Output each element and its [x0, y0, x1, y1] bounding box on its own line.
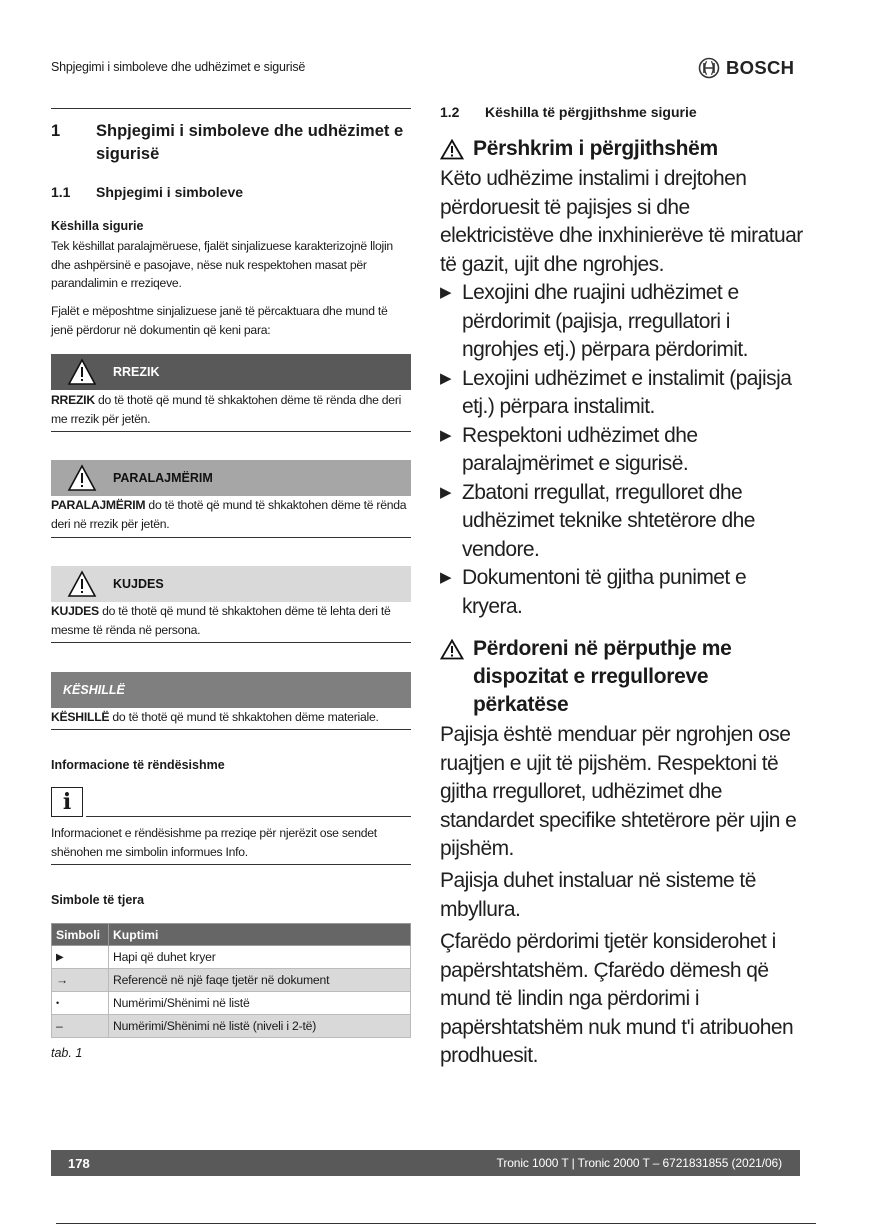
section-title: Këshilla të përgjithshme sigurie: [485, 104, 697, 120]
caution-label-bar: [51, 566, 411, 602]
notice-description: [51, 708, 411, 727]
bosch-armature-icon: [698, 57, 720, 79]
notice-term: KËSHILLË: [51, 710, 110, 724]
step-arrow-icon: ▶: [440, 284, 451, 301]
warning-term: PARALAJMËRIM: [51, 498, 146, 512]
divider: [51, 108, 411, 109]
warning-text: do të thotë që mund të shkaktohen dëme të rënda deri në rrezik për jetën.: [51, 498, 407, 531]
table-caption: tab. 1: [51, 1046, 83, 1060]
step-arrow-icon: ▶: [440, 369, 451, 387]
list-item-text: Dokumentoni të gjitha punimet e kryera.: [462, 566, 747, 618]
caution-label: KUJDES: [113, 577, 164, 591]
warning-triangle-icon: [440, 135, 473, 168]
danger-label: RREZIK: [113, 365, 160, 379]
bosch-logo: [698, 56, 794, 80]
divider: [56, 1223, 816, 1224]
divider: [51, 537, 411, 538]
divider: [51, 431, 411, 432]
divider: [86, 816, 411, 817]
intended-use-paragraph-1: Pajisja është menduar për ngrohjen ose ruajtjen e ujit të pijshëm. Respektoni të gjitha rregulloret, udhëzimet dhe standardet specifike shtetërore për ujin e pijshëm.: [440, 723, 797, 860]
section-number: 1: [51, 122, 61, 140]
warning-triangle-icon: [440, 635, 473, 719]
warning-triangle-icon: [51, 464, 113, 492]
caution-text: do të thotë që mund të shkaktohen dëme të lehta deri të mesme të rënda në persona.: [51, 604, 391, 637]
notice-label-bar: [51, 672, 411, 708]
table-row: [52, 969, 411, 992]
intended-use-paragraph-2: Pajisja duhet instaluar në sisteme të mbyllura.: [440, 869, 756, 921]
info-description: Informacionet e rëndësishme pa rreziqe për njerëzit ose sendet shënohen me simbolin informues Info.: [51, 826, 377, 859]
list-item: [440, 279, 805, 365]
running-header-title: Shpjegimi i simboleve dhe udhëzimet e sigurisë: [51, 60, 306, 74]
list-item-text: Lexojini dhe ruajini udhëzimet e përdorimit (pajisja, rregullatori i ngrohjes etj.) përpara përdorimit.: [462, 281, 748, 361]
safety-heading: Këshilla sigurie: [51, 219, 144, 233]
info-icon: i: [51, 787, 83, 817]
general-description-heading: [440, 135, 805, 168]
caution-term: KUJDES: [51, 604, 99, 618]
list-item-text: Lexojini udhëzimet e instalimit (pajisja etj.) përpara instalimit.: [462, 366, 792, 418]
danger-term: RREZIK: [51, 393, 95, 407]
page-number: 178: [68, 1155, 90, 1171]
warning-triangle-icon: [51, 358, 113, 386]
list-item-text: Zbatoni rregullat, rregulloret dhe udhëzimet teknike shtetërore dhe vendore.: [462, 480, 755, 561]
section-title: Shpjegimi i simboleve: [96, 184, 244, 200]
danger-text: do të thotë që mund të shkaktohen dëme të rënda dhe deri me rrezik për jetën.: [51, 393, 402, 426]
general-description-list: [440, 279, 805, 621]
section-heading-1: [51, 120, 411, 166]
list-item: [440, 422, 805, 479]
step-arrow-icon: ▶: [440, 483, 451, 501]
notice-text: do të thotë që mund të shkaktohen dëme materiale.: [109, 710, 379, 724]
meaning-cell: Referencë në një faqe tjetër në dokument: [109, 969, 411, 992]
table-header-row: [52, 924, 411, 946]
heading-text: Përshkrim i përgjithshëm: [473, 137, 718, 160]
section-number: 1.2: [440, 104, 460, 120]
section-heading-1-1: [51, 184, 411, 200]
brand-name: BOSCH: [726, 57, 795, 78]
column-header: Simboli: [52, 924, 109, 946]
list-item: [440, 479, 805, 565]
warning-description: [51, 496, 411, 533]
table-row: [52, 1015, 411, 1038]
column-header: Kuptimi: [109, 924, 411, 946]
table-row: [52, 946, 411, 969]
divider: [51, 729, 411, 730]
step-arrow-icon: ▶: [440, 426, 451, 444]
danger-label-bar: [51, 354, 411, 390]
danger-description: [51, 391, 411, 428]
divider: [51, 864, 411, 865]
list-item: [440, 564, 805, 621]
symbol-cell: •: [52, 992, 109, 1015]
safety-paragraph-1: Tek këshillat paralajmëruese, fjalët sinjalizuese karakterizojnë llojin dhe ashpërsinë e pasojave, nëse nuk respektohen masat për parandalimin e rreziqeve.: [51, 239, 393, 290]
warning-label-bar: [51, 460, 411, 496]
meaning-cell: Hapi që duhet kryer: [109, 946, 411, 969]
safety-paragraph-2: Fjalët e mëposhtme sinjalizuese janë të përcaktuara dhe mund të jenë përdorur në dokumentin që keni para:: [51, 304, 388, 337]
caution-description: [51, 602, 411, 639]
warning-triangle-icon: [51, 570, 113, 598]
symbols-table: [51, 923, 411, 1038]
section-number: 1.1: [51, 184, 71, 200]
section-title: Shpjegimi i simboleve dhe udhëzimet e sigurisë: [96, 122, 404, 163]
other-symbols-heading: Simbole të tjera: [51, 893, 145, 907]
symbol-cell: –: [52, 1015, 109, 1038]
meaning-cell: Numërimi/Shënimi në listë: [109, 992, 411, 1015]
intended-use-paragraph-3: Çfarëdo përdorimi tjetër konsiderohet i papërshtatshëm. Çfarëdo dëmesh që mund të lindin nga përdorimi i papërshtatshëm nuk mund t'i atribuohen prodhuesit.: [440, 930, 794, 1067]
symbol-cell: ▶: [52, 946, 109, 969]
divider: [51, 642, 411, 643]
notice-label: KËSHILLË: [63, 683, 125, 697]
page-footer: [51, 1150, 800, 1176]
symbol-cell: →: [52, 969, 109, 992]
document-reference: Tronic 1000 T | Tronic 2000 T – 6721831855 (2021/06): [496, 1156, 782, 1170]
intended-use-heading: [440, 635, 805, 719]
meaning-cell: Numërimi/Shënimi në listë (niveli i 2-të): [109, 1015, 411, 1038]
info-heading: Informacione të rëndësishme: [51, 758, 225, 772]
table-row: [52, 992, 411, 1015]
list-item-text: Respektoni udhëzimet dhe paralajmërimet e sigurisë.: [462, 423, 698, 475]
step-arrow-icon: ▶: [440, 569, 451, 586]
section-heading-1-2: [440, 104, 805, 120]
heading-text: Përdoreni në përputhje me dispozitat e rregulloreve përkatëse: [473, 637, 732, 716]
list-item: [440, 365, 805, 422]
warning-label: PARALAJMËRIM: [113, 471, 213, 485]
general-description-intro: Këto udhëzime instalimi i drejtohen përdoruesit të pajisjes si dhe elektricistëve dhe inxhinierëve të miratuar të gazit, ujit dhe ngrohjes.: [440, 167, 803, 276]
